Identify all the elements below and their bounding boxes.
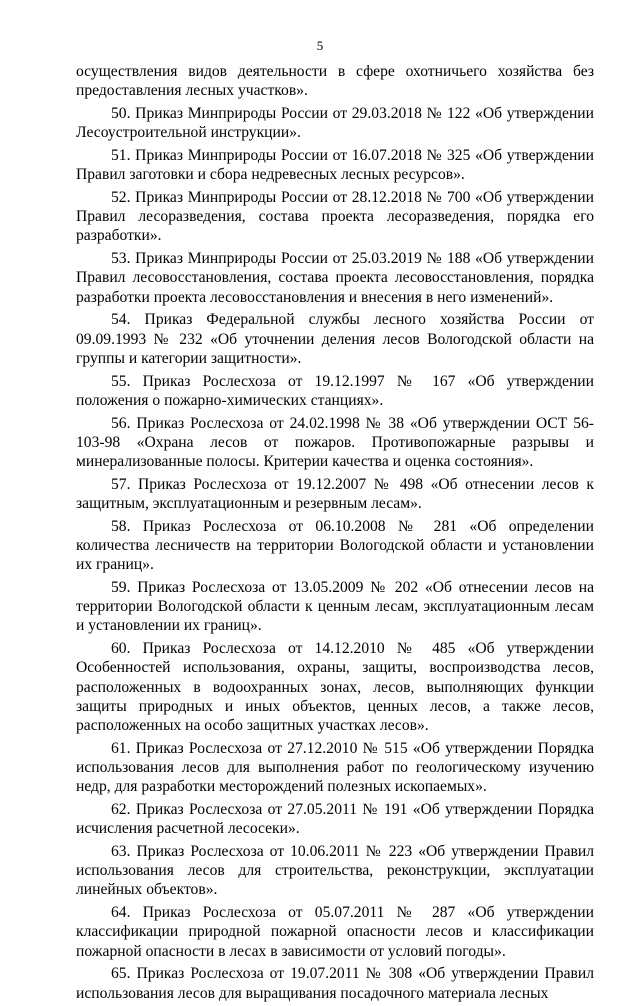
list-item-53: 53. Приказ Минприроды России от 25.03.2019 № 188 «Об утверждении Правил лесовосстановления, состава проекта лесовосстановления, порядка разработки проекта лесовосстановления и внесения в него изменений». xyxy=(76,250,594,306)
document-body xyxy=(76,62,594,1006)
list-item-59: 59. Приказ Рослесхоза от 13.05.2009 № 202 «Об отнесении лесов на территории Вологодской области к ценным лесам, эксплуатационным лесам и установлении их границ». xyxy=(76,579,594,635)
list-item-57: 57. Приказ Рослесхоза от 19.12.2007 № 498 «Об отнесении лесов к защитным, эксплуатационным и резервным лесам». xyxy=(76,475,594,513)
continuation-paragraph: осуществления видов деятельности в сфере охотничьего хозяйства без предоставления лесных участков». xyxy=(76,63,594,100)
list-item-65: 65. Приказ Рослесхоза от 19.07.2011 № 308 «Об утверждении Правил использования лесов для выращивания посадочного материала лесных xyxy=(76,965,594,1002)
list-item-51: 51. Приказ Минприроды России от 16.07.2018 № 325 «Об утверждении Правил заготовки и сбора недревесных лесных ресурсов». xyxy=(76,147,594,184)
page-number: 5 xyxy=(316,38,324,53)
list-item-63: 63. Приказ Рослесхоза от 10.06.2011 № 223 «Об утверждении Правил использования лесов для строительства, реконструкции, эксплуатации линейных объектов». xyxy=(76,843,594,899)
list-item-58: 58. Приказ Рослесхоза от 06.10.2008 № 281 «Об определении количества лесничеств на территории Вологодской области и установлении их границ». xyxy=(76,517,594,574)
list-item-64: 64. Приказ Рослесхоза от 05.07.2011 № 287 «Об утверждении классификации природной пожарной опасности лесов и классификации пожарной опасности в лесах в зависимости от условий погоды». xyxy=(76,904,594,960)
list-item-55: 55. Приказ Рослесхоза от 19.12.1997 № 167 «Об утверждении положения о пожарно-химических станциях». xyxy=(76,372,594,409)
list-item-50: 50. Приказ Минприроды России от 29.03.2018 № 122 «Об утверждении Лесоустроительной инструкции». xyxy=(76,105,594,142)
list-item-60: 60. Приказ Рослесхоза от 14.12.2010 № 485 «Об утверждении Особенностей использования, охраны, защиты, воспроизводства лесов, расположенных в водоохранных зонах, лесов, выполняющих функции защиты природных и иных объектов, ценных лесов, а также лесов, расположенных на особо защитных участках лесов». xyxy=(76,640,594,735)
list-item-52: 52. Приказ Минприроды России от 28.12.2018 № 700 «Об утверждении Правил лесоразведения, состава проекта лесоразведения, порядка его разработки». xyxy=(76,189,594,245)
list-item-56: 56. Приказ Рослесхоза от 24.02.1998 № 38 «Об утверждении ОСТ 56-103-98 «Охрана лесов от пожаров. Противопожарные разрывы и минерализованные полосы. Критерии качества и оценка состояния». xyxy=(76,414,594,471)
list-item-54: 54. Приказ Федеральной службы лесного хозяйства России от 09.09.1993 № 232 «Об уточнении деления лесов Вологодской области на группы и категории защитности». xyxy=(76,311,594,367)
list-item-61: 61. Приказ Рослесхоза от 27.12.2010 № 515 «Об утверждении Порядка использования лесов для выполнения работ по геологическому изучению недр, для разработки месторождений полезных ископаемых». xyxy=(76,739,594,796)
list-item-62: 62. Приказ Рослесхоза от 27.05.2011 № 191 «Об утверждении Порядка исчисления расчетной лесосеки». xyxy=(76,801,594,838)
